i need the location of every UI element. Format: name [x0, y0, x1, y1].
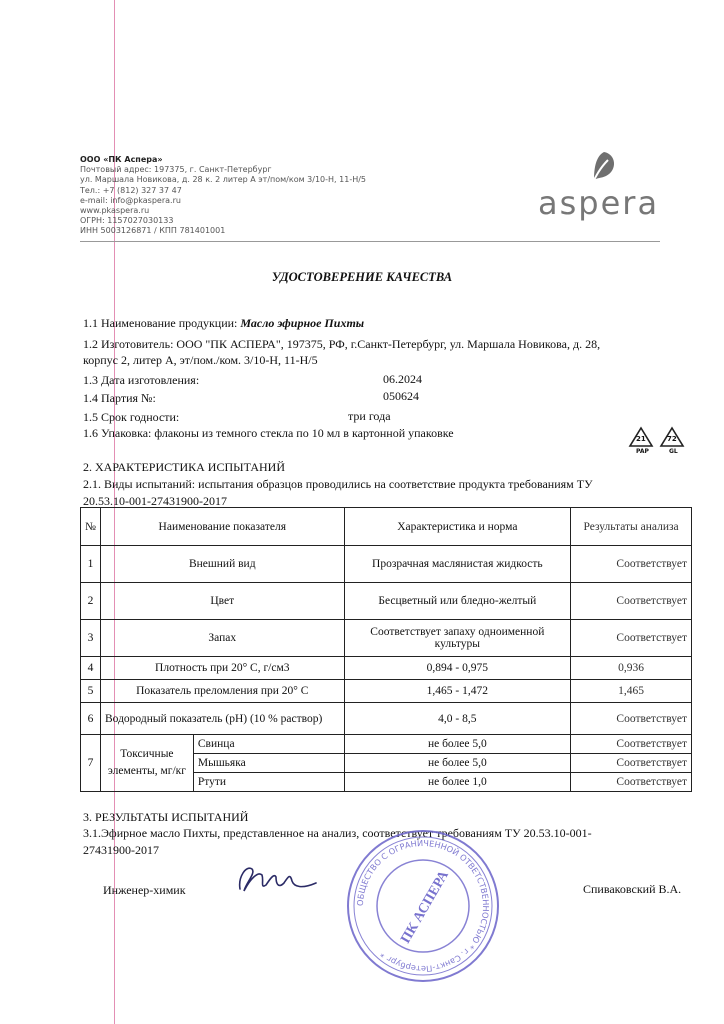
shelf-life-label: 1.5 Срок годности:: [83, 410, 180, 424]
table-row: [81, 680, 692, 703]
table-row: [81, 703, 692, 735]
product-name-value: Масло эфирное Пихты: [240, 316, 365, 330]
signoff-name: Спиваковский В.А.: [583, 882, 682, 896]
manufacture-date-value: 06.2024: [383, 372, 422, 386]
table-row: [81, 657, 692, 680]
row-result: 1,465: [571, 680, 692, 703]
row-name: Водородный показатель (рН) (10 % раствор): [100, 703, 344, 735]
toxic-item-name: Мышьяка: [193, 754, 344, 773]
row-norm: 1,465 - 1,472: [344, 680, 571, 703]
row-num: 6: [81, 703, 101, 735]
row-name: Внешний вид: [100, 546, 344, 583]
manufacturer-line-1: 1.2 Изготовитель: ООО "ПК АСПЕРА", 197375, РФ, г.Санкт-Петербург, ул. Маршала Новикова, д. 28,: [83, 337, 601, 351]
company-letterhead: [80, 155, 366, 237]
company-site: www.pkaspera.ru: [80, 206, 150, 216]
toxic-item-norm: не более 5,0: [344, 735, 571, 754]
row-name: Запах: [100, 620, 344, 657]
recycle-pap-number: 21: [636, 435, 646, 443]
recycle-gl-number: 72: [667, 435, 677, 443]
seal-center-text: ПК АСПЕРА: [398, 868, 452, 947]
row-norm: 4,0 - 8,5: [344, 703, 571, 735]
signoff-role: Инженер-химик: [103, 883, 186, 897]
handwritten-signature: [232, 859, 322, 899]
row-num: 5: [81, 680, 101, 703]
company-address-2: ул. Маршала Новикова, д. 28 к. 2 литер А эт/пом/ком 3/10-Н, 11-Н/5: [80, 175, 366, 185]
batch-value: 050624: [383, 389, 419, 403]
section-3-line-1: 3.1.Эфирное масло Пихты, представленное на анализ, соответствует требованиям ТУ 20.53.10-001-: [83, 826, 592, 840]
row-num: 7: [81, 735, 101, 792]
product-name-label: 1.1 Наименование продукции:: [83, 316, 238, 330]
row-result: 0,936: [571, 657, 692, 680]
toxic-item-result: Соответствует: [571, 773, 692, 792]
product-name-line: [83, 316, 364, 331]
header-norm: Характеристика и норма: [344, 508, 571, 546]
section-2-line-1: 2.1. Виды испытаний: испытания образцов проводились на соответствие продукта требованиям ТУ: [83, 477, 593, 491]
toxic-item-norm: не более 1,0: [344, 773, 571, 792]
company-inn: ИНН 5003126871 / КПП 781401001: [80, 226, 226, 236]
row-name: Показатель преломления при 20° С: [100, 680, 344, 703]
company-phone: Тел.: +7 (812) 327 37 47: [80, 185, 182, 195]
toxic-elements-label: Токсичные элементы, мг/кг: [100, 735, 193, 792]
shelf-life-value: три года: [348, 409, 391, 423]
row-result: Соответствует: [571, 620, 692, 657]
company-seal-stamp: [343, 826, 503, 986]
row-norm: Прозрачная маслянистая жидкость: [344, 546, 571, 583]
company-logo-text: aspera: [538, 184, 660, 222]
row-norm: 0,894 - 0,975: [344, 657, 571, 680]
section-3-heading: 3. РЕЗУЛЬТАТЫ ИСПЫТАНИЙ: [83, 810, 249, 824]
toxic-item-name: Ртути: [193, 773, 344, 792]
manufacture-date-label: 1.3 Дата изготовления:: [83, 373, 200, 387]
packaging-line: 1.6 Упаковка: флаконы из темного стекла по 10 мл в картонной упаковке: [83, 426, 454, 440]
table-header-row: [81, 508, 692, 546]
row-name: Цвет: [100, 583, 344, 620]
batch-label: 1.4 Партия №:: [83, 391, 156, 405]
row-num: 2: [81, 583, 101, 620]
company-email: e-mail: info@pkaspera.ru: [80, 195, 181, 205]
company-ogrn: ОГРН: 1157027030133: [80, 216, 174, 226]
row-num: 4: [81, 657, 101, 680]
table-row: [81, 620, 692, 657]
specification-table: [80, 507, 692, 792]
recycle-pap-label: PAP: [636, 448, 649, 455]
document-title: УДОСТОВЕРЕНИЕ КАЧЕСТВА: [271, 270, 453, 284]
row-result: Соответствует: [571, 703, 692, 735]
leaf-logo-icon: [582, 150, 622, 188]
seal-ring-text: ОБЩЕСТВО С ОГРАНИЧЕННОЙ ОТВЕТСТВЕННОСТЬЮ * г. Санкт-Петербург *: [354, 837, 492, 975]
recycle-gl-label: GL: [669, 448, 678, 455]
header-name: Наименование показателя: [100, 508, 344, 546]
section-3-line-2: 27431900-2017: [83, 843, 159, 857]
toxic-item-result: Соответствует: [571, 754, 692, 773]
row-num: 1: [81, 546, 101, 583]
row-result: Соответствует: [571, 546, 692, 583]
recycling-marks: [626, 425, 688, 462]
row-name: Плотность при 20° С, г/см3: [100, 657, 344, 680]
toxic-item-result: Соответствует: [571, 735, 692, 754]
header-num: №: [81, 508, 101, 546]
row-norm: Соответствует запаху одноименной культуры: [344, 620, 571, 657]
table-row-toxic: [81, 735, 692, 754]
header-divider: [80, 241, 660, 242]
toxic-item-name: Свинца: [193, 735, 344, 754]
company-address-1: Почтовый адрес: 197375, г. Санкт-Петербург: [80, 165, 272, 175]
row-result: Соответствует: [571, 583, 692, 620]
header-result: Результаты анализа: [571, 508, 692, 546]
table-row: [81, 546, 692, 583]
toxic-item-norm: не более 5,0: [344, 754, 571, 773]
manufacturer-line-2: корпус 2, литер А, эт/пом./ком. 3/10-Н, 11-Н/5: [83, 353, 318, 367]
section-2-line-2: 20.53.10-001-27431900-2017: [83, 494, 227, 508]
company-name: ООО «ПК Аспера»: [80, 155, 163, 164]
section-2-heading: 2. ХАРАКТЕРИСТИКА ИСПЫТАНИЙ: [83, 460, 286, 474]
table-row: [81, 583, 692, 620]
row-num: 3: [81, 620, 101, 657]
row-norm: Бесцветный или бледно-желтый: [344, 583, 571, 620]
